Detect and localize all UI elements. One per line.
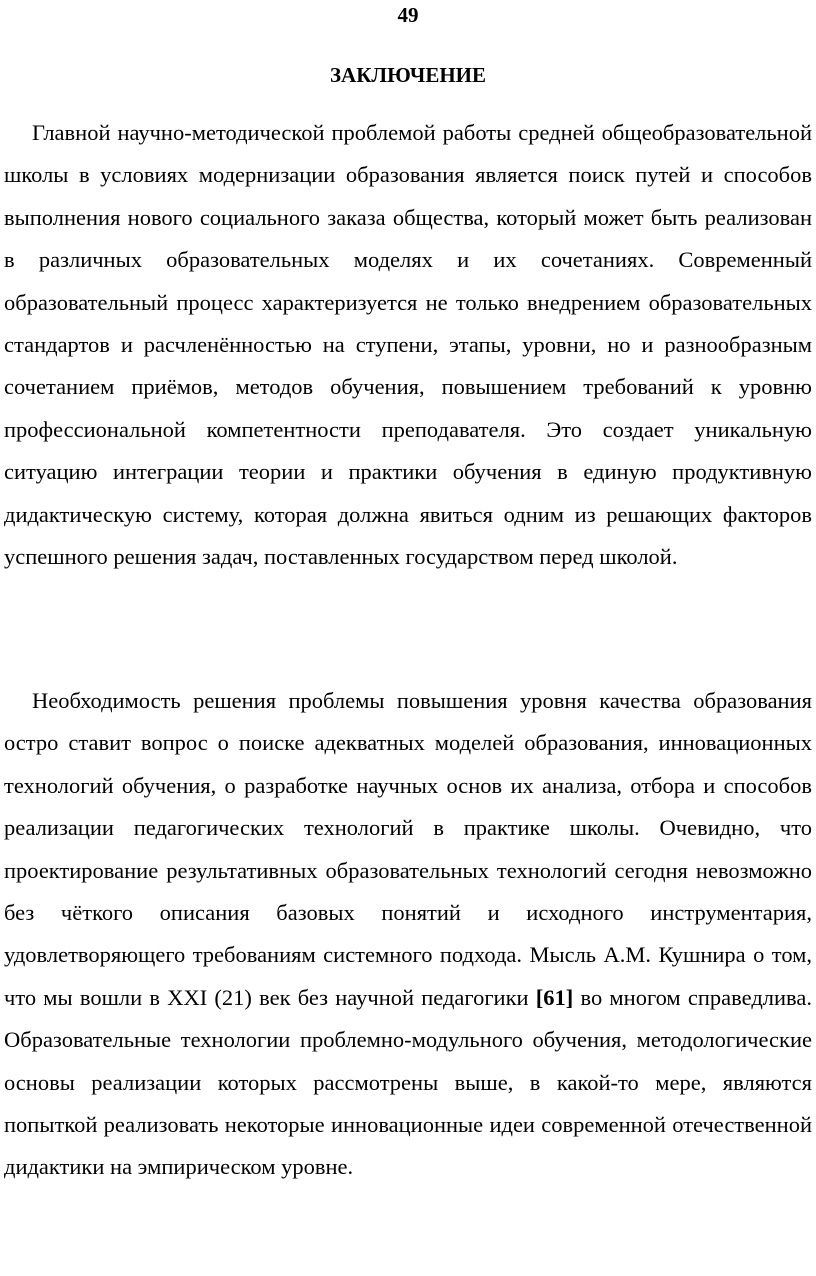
- body-paragraph-1: Главной научно-методической проблемой работы средней общеобразовательной школы в условиях модернизации образования является поиск путей и способов выполнения нового социального заказа общества, который может быть реализован в различных образовательных моделях и их сочетаниях. Современный образовательный процесс характеризуется не только внедрением образовательных стандартов и расчленённостью на ступени, этапы, уровни, но и разнообразным сочетанием приёмов, методов обучения, повышением требований к уровню профессиональной компетентности преподавателя. Это создает уникальную ситуацию интеграции теории и практики обучения в единую продуктивную дидактическую систему, которая должна явиться одним из решающих факторов успешного решения задач, поставленных государством перед школой.: [4, 120, 812, 570]
- body-paragraph-2: [4, 680, 812, 1189]
- citation-reference: [61]: [535, 984, 574, 1010]
- paragraph-2-text-end: во многом справедлива. Образовательные технологии проблемно-модульного обучения, методологические основы реализации которых рассмотрены выше, в какой-то мере, являются попыткой реализовать некоторые инновационные идеи современной отечественной дидактики на эмпирическом уровне.: [4, 984, 812, 1180]
- paragraph-2-text-start: Необходимость решения проблемы повышения уровня качества образования остро ставит вопрос о поиске адекватных моделей образования, инновационных технологий обучения, о разработке научных основ их анализа, отбора и способов реализации педагогических технологий в практике школы. Очевидно, что проектирование результативных образовательных технологий сегодня невозможно без чёткого описания базовых понятий и исходного инструментария, удовлетворяющего требованиям системного подхода. Мысль А.М. Кушнира о том, что мы вошли в XXI (21) век без научной педагогики: [4, 688, 812, 1010]
- section-heading: ЗАКЛЮЧЕНИЕ: [329, 63, 487, 87]
- page-number: 49: [397, 3, 419, 27]
